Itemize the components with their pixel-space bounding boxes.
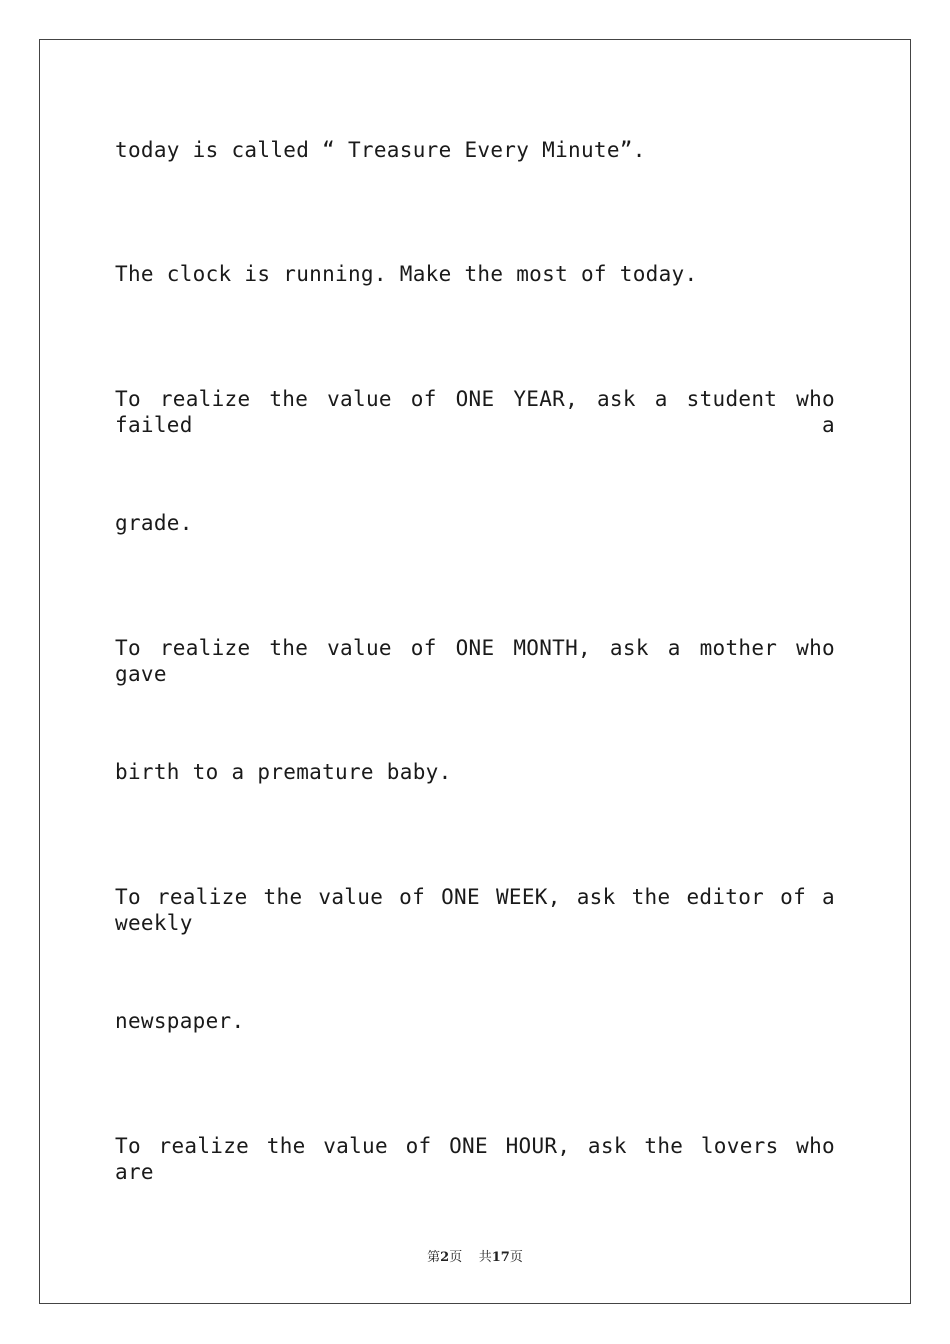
- footer-total-prefix: 共: [478, 1250, 492, 1265]
- page-footer: [0, 1246, 950, 1265]
- footer-total-pages: 17: [491, 1250, 510, 1265]
- text-line-1: today is called “ Treasure Every Minute”.: [115, 138, 646, 162]
- text-line-7: To realize the value of ONE WEEK, ask the editor of a weekly: [115, 885, 835, 935]
- footer-page-number: 2: [440, 1250, 450, 1265]
- footer-page-prefix: 第: [427, 1250, 441, 1265]
- text-line-8: newspaper.: [115, 1009, 245, 1033]
- text-line-2: The clock is running. Make the most of today.: [115, 262, 698, 286]
- text-line-5: To realize the value of ONE MONTH, ask a mother who gave: [115, 636, 835, 686]
- footer-total-suffix: 页: [509, 1250, 523, 1265]
- text-line-4: grade.: [115, 511, 193, 535]
- text-line-9: To realize the value of ONE HOUR, ask the lovers who are: [115, 1134, 835, 1184]
- text-line-3: To realize the value of ONE YEAR, ask a student who failed a: [115, 387, 835, 437]
- footer-page-suffix: 页: [449, 1250, 463, 1265]
- text-line-6: birth to a premature baby.: [115, 760, 452, 784]
